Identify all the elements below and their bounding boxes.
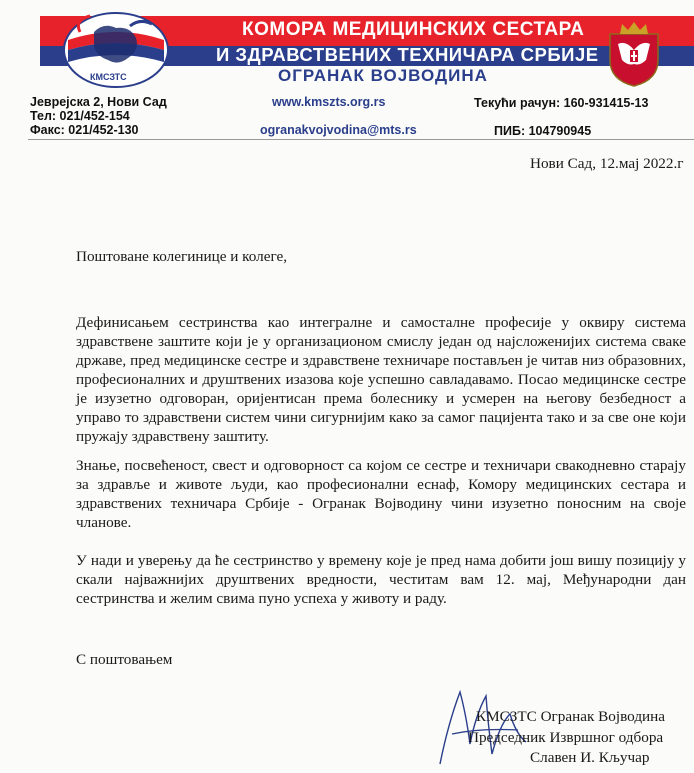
signature-organization: КМСЗТС Огранак Војводина [476, 708, 666, 725]
handwritten-signature [430, 684, 540, 768]
contact-email[interactable]: ogranakvojvodina@mts.rs [260, 123, 417, 137]
coat-of-arms-icon [604, 20, 664, 88]
contact-pib: ПИБ: 104790945 [494, 124, 592, 138]
letter-closing: С поштовањем [76, 651, 173, 668]
branch-name: ОГРАНАК ВОЈВОДИНА [278, 66, 488, 85]
org-name-line-2: И ЗДРАВСТВЕНИХ ТЕХНИЧАРА СРБИЈЕ [216, 44, 599, 65]
contact-account: Текући рачун: 160-931415-13 [474, 96, 649, 110]
letter-date: Нови Сад, 12.мај 2022.г [530, 155, 684, 172]
logo-text: КМСЗТС [90, 72, 127, 82]
letter-paragraph-3: У нади и уверењу да ће сестринство у времену које је пред нама добити још вишу позицију у скали најважнијих друштвених вредности, честитам вам 12. мај, Међународни дан сестринства и желим свима пуно успеха у животу и раду. [76, 552, 686, 607]
header-divider [28, 139, 694, 140]
signature-title: Председник Извршног одбора [468, 729, 664, 746]
contact-fax: Факс: 021/452-130 [30, 123, 139, 137]
contact-phone: Тел: 021/452-154 [30, 109, 130, 123]
contact-website[interactable]: www.kmszts.org.rs [272, 95, 386, 109]
org-name-line-1: КОМОРА МЕДИЦИНСКИХ СЕСТАРА [242, 19, 585, 40]
letter-salutation: Поштоване колегинице и колеге, [76, 248, 288, 265]
contact-address: Јеврејска 2, Нови Сад [30, 95, 167, 109]
letter-paragraph-2: Знање, посвећеност, свест и одговорност са којом се сестре и техничари свакодневно старају за здравље и животе људи, као професионални еснаф, Комору медицинских сестара и здравствених техничара Србије - Огранак Војводину чини изузетно поносним на своје чланове. [76, 457, 686, 531]
coat-of-arms [604, 20, 664, 88]
signature-name: Славен И. Кључар [530, 749, 650, 766]
kmszts-logo [60, 10, 172, 90]
letter-paragraph-1: Дефинисањем сестринства као интегралне и самосталне професије у оквиру система здравствене заштите који је у организационом смислу један од најсложенијих система сваке државе, пред медицинске сестре и здравствене техничаре постављен је читав низ образовних, професионалних и друштвених изазова које успешно савладавамо. Посао медицинске сестре је изузетно одговоран, оријентисан према болеснику и усмерен на његову безбедност а управо то здравствени систем чини сигурнијим како за самог пацијента тако и за све оне који пружају здравствену заштиту. [76, 314, 686, 445]
signature-scribble-icon [430, 684, 540, 768]
